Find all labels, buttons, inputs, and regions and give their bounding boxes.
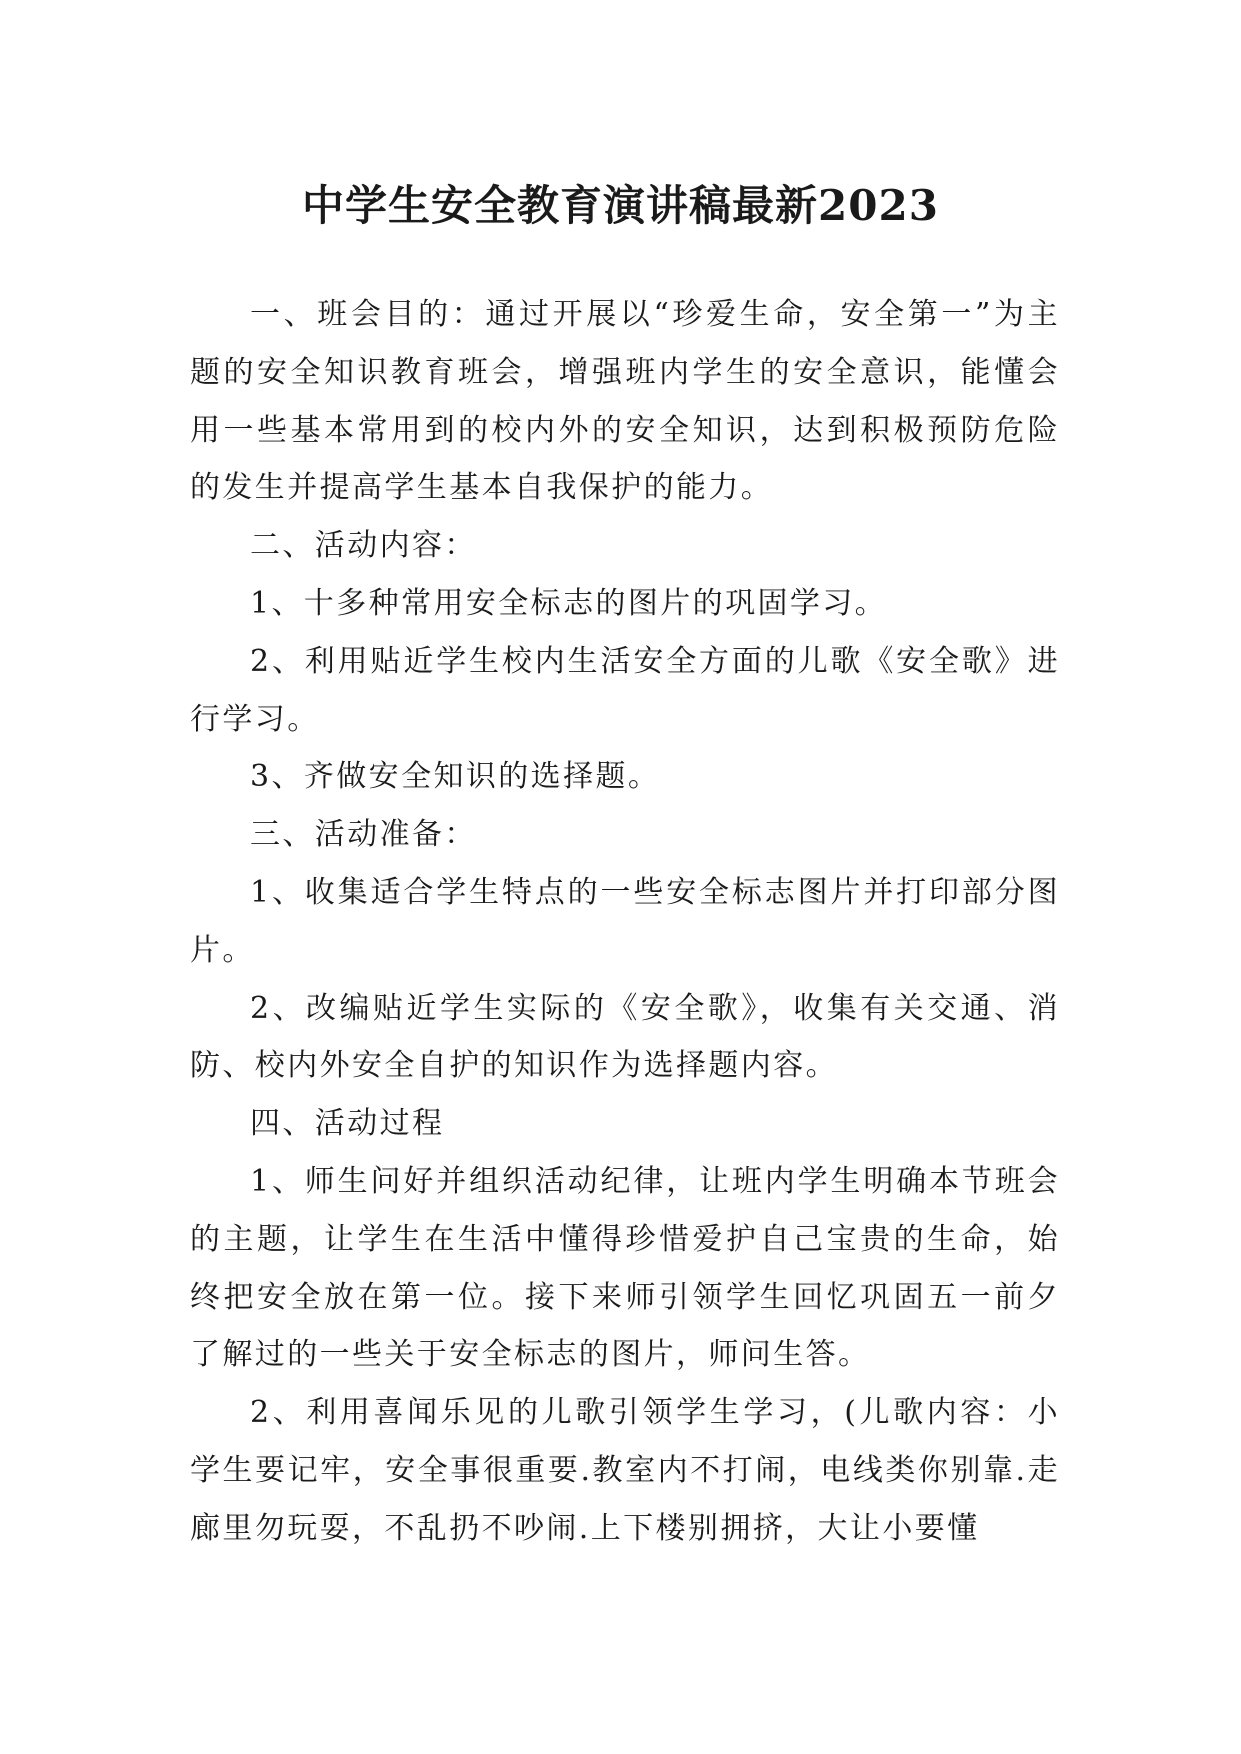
- document-title: 中学生安全教育演讲稿最新2023: [302, 181, 939, 231]
- paragraph-content-item-2: 2、利用贴近学生校内生活安全方面的儿歌《安全歌》进行学习。: [190, 643, 1060, 737]
- heading-activity-process: 四、活动过程: [250, 1106, 445, 1142]
- paragraph-process-item-2: 2、利用喜闻乐见的儿歌引领学生学习，(儿歌内容：小学生要记牢，安全事很重要.教室内不打闹，电线类你别靠.走廊里勿玩耍，不乱扔不吵闹.上下楼别拥挤，大让小要懂: [190, 1395, 1060, 1546]
- paragraph-class-meeting-purpose: 一、班会目的：通过开展以“珍爱生命，安全第一”为主题的安全知识教育班会，增强班内学生的安全意识，能懂会用一些基本常用到的校内外的安全知识，达到积极预防危险的发生并提高学生基本自我保护的能力。: [190, 297, 1060, 506]
- document-body: [190, 286, 1060, 1558]
- paragraph-process-item-1: 1、师生问好并组织活动纪律，让班内学生明确本节班会的主题，让学生在生活中懂得珍惜爱护自己宝贵的生命，始终把安全放在第一位。接下来师引领学生回忆巩固五一前夕了解过的一些关于安全标志的图片，师问生答。: [190, 1163, 1060, 1373]
- paragraph-content-item-3: 3、齐做安全知识的选择题。: [250, 759, 661, 795]
- paragraph-preparation-item-1: 1、收集适合学生特点的一些安全标志图片并打印部分图片。: [190, 874, 1060, 968]
- paragraph-content-item-1: 1、十多种常用安全标志的图片的巩固学习。: [250, 585, 888, 621]
- heading-activity-content: 二、活动内容：: [250, 528, 477, 564]
- paragraph-preparation-item-2: 2、改编贴近学生实际的《安全歌》，收集有关交通、消防、校内外安全自护的知识作为选择题内容。: [190, 990, 1060, 1084]
- heading-activity-preparation: 三、活动准备：: [250, 817, 477, 853]
